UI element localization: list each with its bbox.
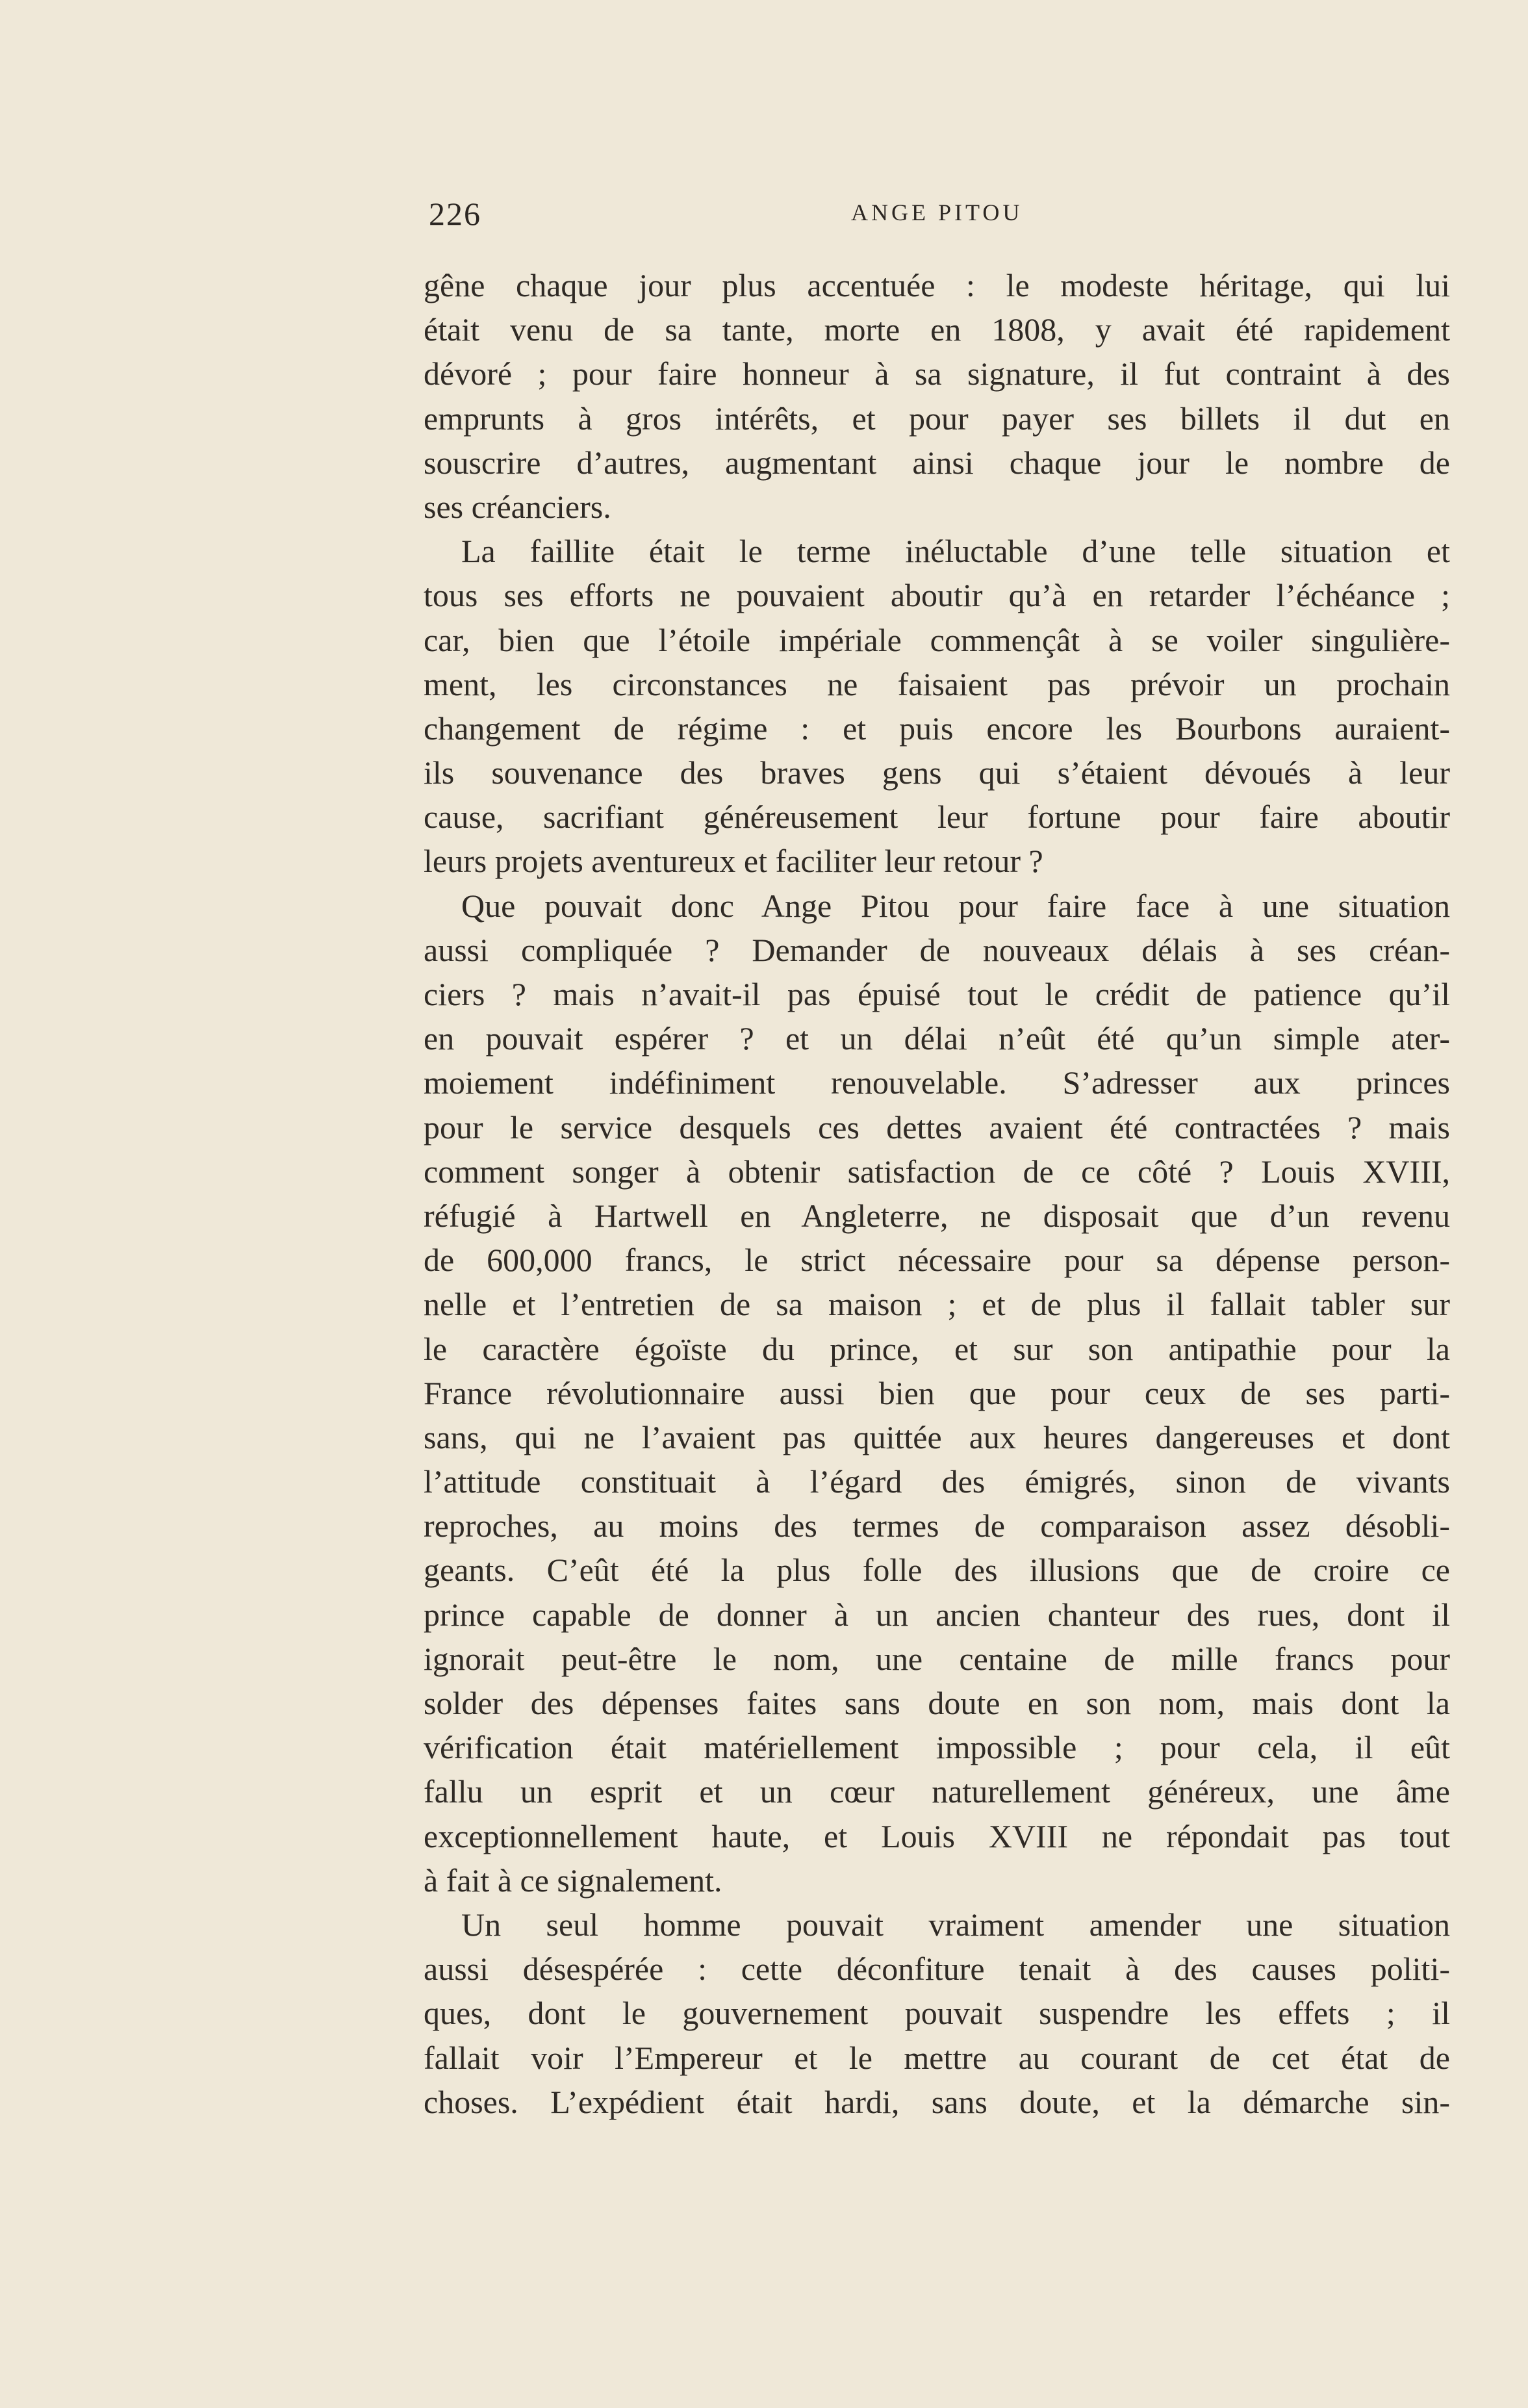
text-line: réfugié à Hartwell en Angleterre, ne disposait que d’un revenu xyxy=(424,1197,1450,1234)
text-line: leurs projets aventureux et faciliter leur retour ? xyxy=(424,843,1043,880)
page-number: 226 xyxy=(429,196,481,232)
text-line: aussi désespérée : cette déconfiture tenait à des causes politi- xyxy=(424,1951,1450,1988)
text-line: France révolutionnaire aussi bien que pour ceux de ses parti- xyxy=(424,1374,1450,1411)
text-line: ignorait peut-être le nom, une centaine de mille francs pour xyxy=(424,1640,1450,1677)
text-line: car, bien que l’étoile impériale commençât à se voiler singulière- xyxy=(424,621,1450,658)
text-line: La faillite était le terme inéluctable d’une telle situation et xyxy=(461,533,1450,570)
text-line: ment, les circonstances ne faisaient pas prévoir un prochain xyxy=(424,665,1450,702)
text-line: moiement indéfiniment renouvelable. S’adresser aux princes xyxy=(424,1064,1450,1101)
text-line: ques, dont le gouvernement pouvait suspendre les effets ; il xyxy=(424,1995,1450,2032)
text-line: le caractère égoïste du prince, et sur son antipathie pour la xyxy=(424,1330,1450,1367)
text-line: dévoré ; pour faire honneur à sa signature, il fut contraint à des xyxy=(424,355,1450,392)
text-line: sans, qui ne l’avaient pas quittée aux heures dangereuses et dont xyxy=(424,1418,1450,1455)
text-line: gêne chaque jour plus accentuée : le modeste héritage, qui lui xyxy=(424,267,1450,303)
text-line: fallait voir l’Empereur et le mettre au courant de cet état de xyxy=(424,2039,1450,2076)
text-line: reproches, au moins des termes de comparaison assez désobli- xyxy=(424,1507,1450,1544)
text-line: l’attitude constituait à l’égard des émigrés, sinon de vivants xyxy=(424,1463,1450,1500)
text-line: pour le service desquels ces dettes avaient été contractées ? mais xyxy=(424,1108,1450,1146)
text-line: choses. L’expédient était hardi, sans doute, et la démarche sin- xyxy=(424,2083,1450,2120)
text-line: tous ses efforts ne pouvaient aboutir qu’à en retarder l’échéance ; xyxy=(424,577,1450,614)
text-line: Un seul homme pouvait vraiment amender une situation xyxy=(461,1906,1450,1943)
text-line: aussi compliquée ? Demander de nouveaux délais à ses créan- xyxy=(424,931,1450,968)
text-line: emprunts à gros intérêts, et pour payer ses billets il dut en xyxy=(424,400,1450,437)
text-line: ses créanciers. xyxy=(424,488,611,525)
body-text xyxy=(424,263,1460,2124)
text-line: ils souvenance des braves gens qui s’étaient dévoués à leur xyxy=(424,754,1450,791)
text-line: de 600,000 francs, le strict nécessaire pour sa dépense person- xyxy=(424,1242,1450,1279)
text-line: comment songer à obtenir satisfaction de ce côté ? Louis XVIII, xyxy=(424,1153,1450,1190)
text-line: à fait à ce signalement. xyxy=(424,1862,722,1899)
text-line: souscrire d’autres, augmentant ainsi chaque jour le nombre de xyxy=(424,444,1450,481)
text-line: exceptionnellement haute, et Louis XVIII ne répondait pas tout xyxy=(424,1817,1450,1854)
text-line: changement de régime : et puis encore les Bourbons auraient- xyxy=(424,710,1450,747)
text-line: fallu un esprit et un cœur naturellement généreux, une âme xyxy=(424,1773,1450,1810)
text-line: cause, sacrifiant généreusement leur fortune pour faire aboutir xyxy=(424,799,1450,836)
text-line: en pouvait espérer ? et un délai n’eût été qu’un simple ater- xyxy=(424,1020,1450,1057)
text-line: était venu de sa tante, morte en 1808, y avait été rapidement xyxy=(424,311,1450,348)
text-line: geants. C’eût été la plus folle des illusions que de croire ce xyxy=(424,1552,1450,1589)
page-header xyxy=(429,195,1455,247)
text-line: prince capable de donner à un ancien chanteur des rues, dont il xyxy=(424,1596,1450,1633)
text-line: ciers ? mais n’avait-il pas épuisé tout le crédit de patience qu’il xyxy=(424,976,1450,1012)
text-line: nelle et l’entretien de sa maison ; et de plus il fallait tabler sur xyxy=(424,1286,1450,1323)
running-title: ANGE PITOU xyxy=(851,199,1023,225)
text-line: Que pouvait donc Ange Pitou pour faire face à une situation xyxy=(461,887,1450,924)
text-line: solder des dépenses faites sans doute en son nom, mais dont la xyxy=(424,1685,1450,1721)
text-line: vérification était matériellement impossible ; pour cela, il eût xyxy=(424,1729,1450,1766)
